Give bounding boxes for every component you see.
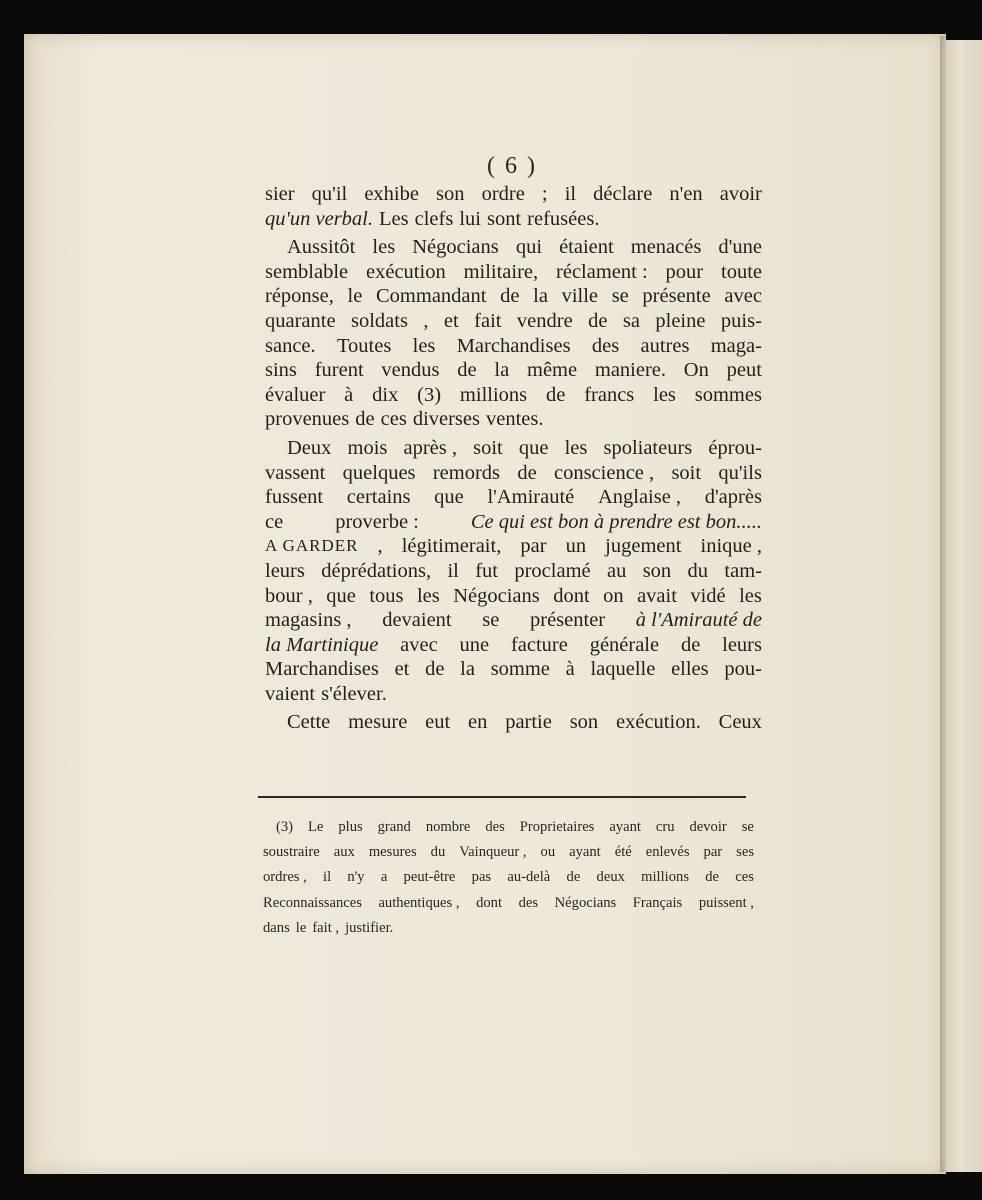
footnote-line	[263, 916, 754, 941]
word: cru	[655, 819, 675, 835]
word: leurs	[265, 559, 305, 582]
word: au	[606, 559, 627, 582]
word: des	[591, 334, 620, 357]
word: exécution	[366, 260, 446, 283]
word: militaire,	[463, 260, 539, 283]
word: pou-	[724, 658, 762, 681]
word: on	[603, 584, 624, 607]
word: ses	[736, 844, 754, 861]
word: à	[344, 383, 354, 406]
word: fait ,	[312, 919, 340, 936]
word: dont	[476, 894, 503, 911]
text-line	[265, 510, 762, 535]
word: de	[500, 285, 520, 308]
text-line	[265, 559, 762, 584]
text-line	[265, 207, 762, 232]
word: une	[459, 633, 490, 656]
text-line	[265, 358, 762, 383]
word: lui	[459, 207, 481, 230]
word: du	[430, 844, 446, 861]
word: étaient	[559, 236, 614, 259]
word: sance.	[265, 334, 316, 357]
word: il	[323, 869, 332, 886]
word: Marchandises	[456, 334, 571, 357]
word: bour ,	[265, 584, 313, 607]
word: quarante	[265, 309, 336, 332]
word: Négocians	[453, 584, 540, 607]
text-line	[265, 710, 762, 735]
word: des	[518, 894, 539, 911]
text-line	[265, 436, 762, 461]
word: son	[436, 183, 465, 205]
word: avait	[637, 584, 677, 607]
word: somme	[490, 658, 550, 681]
word: été	[614, 844, 632, 861]
text-line	[265, 182, 762, 207]
footnote-line	[263, 865, 754, 890]
word: les	[416, 584, 440, 607]
word: mesures	[368, 844, 417, 861]
word: ,	[377, 535, 383, 558]
word: fait	[474, 309, 502, 332]
text-line	[265, 682, 762, 707]
word: provenues	[265, 408, 350, 431]
page-number: ( 6 )	[487, 153, 537, 179]
word: les	[412, 334, 436, 357]
word: de	[680, 633, 701, 656]
word: Anglaise ,	[597, 486, 682, 509]
word: enlevés	[645, 844, 690, 861]
word: présenter	[530, 609, 606, 632]
word: de	[566, 869, 581, 886]
text-line	[265, 260, 762, 285]
footnote-reference: (3)	[417, 383, 442, 406]
word: avec	[724, 285, 762, 308]
word: que	[518, 436, 549, 459]
word: de	[705, 869, 720, 886]
word: réclament :	[556, 260, 648, 283]
word: tous	[369, 584, 404, 607]
word: On	[683, 359, 709, 382]
next-page-edge	[946, 40, 982, 1172]
footnote	[263, 815, 754, 941]
word: à	[565, 658, 575, 681]
word: pour	[665, 260, 704, 283]
text-line	[265, 309, 762, 334]
footnote-line	[263, 815, 754, 840]
word: d'après	[704, 486, 762, 509]
word: ou	[540, 844, 556, 861]
word: Négocians	[554, 894, 617, 911]
word: peut-être	[403, 869, 456, 886]
word: son	[642, 559, 672, 582]
footnote-line	[263, 840, 754, 865]
word: vendre	[516, 309, 573, 332]
word: vidé	[690, 584, 726, 607]
word: Les	[379, 207, 409, 230]
word: sommes	[694, 383, 762, 406]
word: s'élever.	[321, 682, 387, 705]
word: inique ,	[700, 535, 762, 558]
word: dans	[263, 919, 290, 936]
word: ;	[541, 183, 548, 205]
word: en	[468, 711, 488, 734]
word: maniere.	[594, 359, 667, 382]
word: vendus	[381, 359, 440, 382]
italic-phrase: à l'Amirauté de	[635, 609, 762, 632]
word: éprou-	[708, 436, 762, 459]
word: peut	[726, 359, 762, 382]
word: francs	[584, 383, 635, 406]
word: n'y	[347, 869, 365, 886]
word: dix	[372, 383, 399, 406]
italic-phrase: la Martinique	[265, 633, 379, 656]
word: diverses	[412, 408, 480, 431]
word: deux	[596, 869, 625, 886]
word: de	[517, 461, 537, 484]
word: il	[447, 559, 459, 582]
word: déclare	[593, 183, 653, 205]
word: facture	[510, 633, 568, 656]
word: tam-	[724, 559, 762, 582]
word: pas	[471, 869, 492, 886]
small-caps-phrase: A GARDER	[265, 536, 359, 556]
word: que	[326, 584, 356, 607]
word: soit	[671, 461, 702, 484]
word: le	[295, 919, 307, 936]
word: de	[355, 408, 375, 431]
word: avoir	[719, 183, 762, 205]
word: proclamé	[514, 559, 591, 582]
word: quelques	[342, 461, 416, 484]
word: fut	[475, 559, 498, 582]
word: spoliateurs	[603, 436, 693, 459]
word: les	[372, 236, 396, 259]
word: au-delà	[507, 869, 551, 886]
word: avec	[400, 633, 438, 656]
word: certains	[346, 486, 411, 509]
word: semblable	[265, 260, 349, 283]
word: ordres ,	[263, 869, 307, 886]
footnote-line	[263, 891, 754, 916]
word: légitimerait,	[401, 535, 502, 558]
word: furent	[314, 359, 364, 382]
word: authentiques ,	[378, 894, 460, 911]
word: la	[494, 359, 510, 382]
text-line	[265, 461, 762, 486]
word: qu'il	[311, 183, 348, 205]
word: par	[520, 535, 547, 558]
word: Négocians	[412, 236, 499, 259]
word: même	[527, 359, 578, 382]
word: remords	[432, 461, 501, 484]
word: vassent	[265, 461, 326, 484]
word: un	[565, 535, 587, 558]
text-line	[265, 633, 762, 658]
word: n'en	[669, 183, 703, 205]
word: ayant	[609, 819, 641, 835]
word: du	[687, 559, 709, 582]
word: par	[703, 844, 723, 861]
word: présente	[642, 285, 711, 308]
word: Cette	[287, 711, 331, 734]
word: nombre	[425, 819, 471, 835]
word: dont	[553, 584, 590, 607]
word: les	[653, 383, 676, 406]
word: fussent	[265, 486, 324, 509]
italic-phrase: qu'un verbal.	[265, 207, 374, 230]
word: le	[347, 285, 363, 308]
word: Deux	[287, 436, 332, 459]
word: se	[741, 819, 754, 835]
word: qu'ils	[718, 461, 762, 484]
word: l'Amirauté	[487, 486, 575, 509]
word: se	[482, 609, 500, 632]
word: déprédations,	[321, 559, 432, 582]
text-line	[265, 334, 762, 359]
word: refusées.	[527, 207, 600, 230]
word: soldats	[351, 309, 408, 332]
word: jugement	[605, 535, 682, 558]
word: mesure	[348, 711, 408, 734]
word: millions	[641, 869, 689, 886]
word: maga-	[710, 334, 762, 357]
word: proverbe :	[335, 510, 419, 533]
word: pleine	[655, 309, 706, 332]
word: laquelle	[590, 658, 656, 681]
word: ces	[735, 869, 754, 886]
text-line	[265, 608, 762, 633]
word: magasins ,	[265, 609, 352, 632]
word: sa	[622, 309, 640, 332]
word: toute	[721, 260, 762, 283]
word: soit	[473, 436, 503, 459]
footnote-rule	[258, 796, 746, 798]
word: de	[588, 309, 608, 332]
word: leurs	[722, 633, 762, 656]
word: Reconnaissances	[263, 894, 362, 911]
text-line	[265, 657, 762, 682]
word: Marchandises	[265, 658, 379, 681]
word: se	[611, 285, 629, 308]
word: millions	[459, 383, 528, 406]
word: aux	[333, 844, 355, 861]
text-line	[265, 584, 762, 609]
word: sier	[265, 183, 295, 205]
word: des	[485, 819, 505, 835]
word: réponse,	[265, 285, 334, 308]
word: menacés	[630, 236, 702, 259]
word: Commandant	[376, 285, 487, 308]
word: Vainqueur ,	[459, 844, 527, 861]
text-line	[265, 407, 762, 432]
word: Ceux	[718, 711, 762, 734]
body-text	[265, 182, 762, 735]
word: de	[457, 359, 477, 382]
text-line	[265, 383, 762, 408]
word: ordre	[481, 183, 525, 205]
word: a	[380, 869, 388, 886]
word: ville	[561, 285, 599, 308]
word: de	[545, 383, 566, 406]
word: il	[564, 183, 577, 205]
word: clefs	[414, 207, 454, 230]
footnote-marker: (3)	[276, 819, 294, 835]
word: Le	[307, 819, 324, 835]
word: eut	[425, 711, 451, 734]
word: sont	[486, 207, 522, 230]
word: elles	[671, 658, 709, 681]
word: les	[739, 584, 762, 607]
word: ventes.	[486, 408, 544, 431]
word: sins	[265, 359, 297, 382]
word: ,	[423, 309, 429, 332]
text-line	[265, 534, 762, 559]
word: conscience ,	[553, 461, 655, 484]
word: et	[443, 309, 459, 332]
word: exécution.	[616, 711, 701, 734]
word: la	[460, 658, 475, 681]
word: devaient	[382, 609, 452, 632]
word: que	[434, 486, 464, 509]
word: générale	[589, 633, 660, 656]
word: de	[425, 658, 445, 681]
word: plus	[338, 819, 363, 835]
word: devoir	[689, 819, 727, 835]
word: qui	[515, 236, 543, 259]
word: après ,	[403, 436, 458, 459]
word: évaluer	[265, 383, 326, 406]
word: et	[394, 658, 410, 681]
word: d'une	[718, 236, 762, 259]
word: exhibe	[364, 183, 419, 205]
word: ce	[265, 510, 284, 533]
word: justifier.	[345, 919, 394, 936]
word: ayant	[569, 844, 601, 861]
word: autres	[640, 334, 690, 357]
word: vaient	[265, 682, 316, 705]
word: les	[564, 436, 588, 459]
text-line	[265, 284, 762, 309]
word: puis-	[720, 309, 762, 332]
word: Français	[632, 894, 683, 911]
word: mois	[347, 436, 388, 459]
word: Aussitôt	[287, 236, 356, 259]
word: partie	[505, 711, 552, 734]
word: grand	[377, 819, 411, 835]
word: Toutes	[336, 334, 392, 357]
word: Proprietaires	[519, 819, 595, 835]
word: son	[569, 711, 599, 734]
word: ces	[380, 408, 407, 431]
word: soustraire	[263, 844, 320, 861]
word: puissent ,	[698, 894, 754, 911]
text-line	[265, 235, 762, 260]
italic-proverb: Ce qui est bon à prendre est bon.....	[470, 510, 762, 533]
word: la	[533, 285, 548, 308]
text-line	[265, 485, 762, 510]
